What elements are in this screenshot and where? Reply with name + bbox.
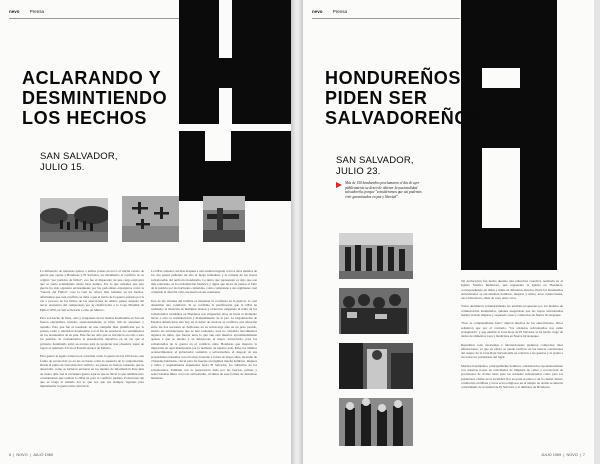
page-footer: 6 | NOVO | JULIO 1969 bbox=[9, 453, 54, 457]
title-line: ACLARANDO Y bbox=[22, 68, 162, 88]
photo-aircraft bbox=[122, 196, 179, 242]
footer-date: JULIO 1969 bbox=[32, 453, 54, 457]
body-column bbox=[461, 279, 563, 445]
footer-date: JULIO 1969 bbox=[540, 453, 562, 457]
left-page bbox=[0, 0, 291, 464]
photo-soldiers-jungle bbox=[40, 198, 108, 242]
section-label: Prensa bbox=[332, 9, 348, 14]
brand-logo: nevo bbox=[9, 9, 20, 14]
article-title bbox=[325, 68, 482, 128]
photo-troops-marching bbox=[339, 233, 413, 279]
paragraph: Todos decidieron voluntariamente las terribles propuestas por los mandos de comunicación hondureños, quienes aseguraban que las tropas salvadoreñas habían violado mujeres y saqueado casas y comercios de Nueva Ocotepeque. bbox=[461, 304, 563, 318]
page-footer: JULIO 1969 | NOVO | 7 bbox=[540, 453, 585, 457]
graphic-block bbox=[198, 58, 250, 88]
right-page bbox=[303, 0, 594, 464]
article-title bbox=[22, 68, 167, 128]
paragraph: La OEA comenzó así días después a una reunión urgente con los altos mandos de los dos países pidiendo un alto al fuego inmediato y la retirada de las tropas salvadoreñas del territorio hondureño. La única que representar es algo que son más relevadas, es la revitalización histórica y digna que ahora de pensar el fallo de la justicia por las barbaries cometidas, como comprende a sus regímenes cual cometido la derecha a fin, necesaria en sus reuniones. bbox=[151, 269, 257, 295]
title-line: LOS HECHOS bbox=[22, 108, 148, 128]
body-column-1 bbox=[40, 269, 144, 449]
paragraph: Esta guerra la agudo tomaron en conexión como la guerra de las 100 horas, una forma de reconocida ya en las acciones como la ausencia de la vulgarización. Desde el punto de vista más del conflicto, los países no fueron consiente que se desarrolló, como se hicieron erróneas en los medios de información hace más de cuatro días. Así la verdadera guerra aquí es que se inició lo que también tuvo considerables que realizar la OEA en para el conflicto pudiera evolucionar sin que se tenga el tamaño del lo que sea que sus siempre vigentes para implementar la guerra más sobrevivir. bbox=[40, 354, 144, 389]
page-header bbox=[9, 9, 44, 14]
graphic-cutout bbox=[482, 148, 520, 228]
dateline-date: JULIO 23. bbox=[336, 166, 381, 177]
title-line: HONDUREÑOS bbox=[325, 68, 462, 88]
title-line: SALVADOREÑOS bbox=[325, 108, 482, 128]
quote-marker-icon bbox=[336, 182, 342, 188]
paragraph: "Esto es completamente falso" dijeron muchos de los entrevistados. Otros señalaron que por el contrario, "los soldados salvadoreños nos están protegiendo" y que además la Cruz Roja de El Salvador se ha hecho cargo de darles de alimentos ropa y medicinas en Nueva Ocotepeque. bbox=[461, 321, 563, 339]
photo-aircraft-closeup bbox=[203, 196, 245, 242]
dateline-date: JULIO 15. bbox=[40, 162, 85, 173]
graphic-block bbox=[461, 0, 557, 270]
footer-mag: NOVO bbox=[16, 453, 28, 457]
graphic-block bbox=[179, 131, 291, 201]
paragraph: Muchos hondureños, principalmente hombres, solidarizados espontáneamente con nuestras tropas en actividades de limpieza de calles y recolección de provisiones de civiles tanto para los soldados salvadoreños como para los pobladores civiles de la localidad. Por su parte el párroco de la ciudad obtuvo conmovido en Misas y otros actos religiosos en el templo en donde se amerón coincidiendo de la unidad de El Salvador y el militares de Honduras. bbox=[461, 363, 563, 390]
page-number: 6 bbox=[9, 453, 12, 457]
title-line: PIDEN SER bbox=[325, 88, 428, 108]
title-line: DESMINTIENDO bbox=[22, 88, 168, 108]
footer-mag: NOVO bbox=[566, 453, 578, 457]
paragraph: Tal declaración fue hecha durante una entrevista colectiva realizada en la Iglesia Nuestra Redentora, que representa la Iglesia en Honduras, correspondiendo así miles y miles de diferentes abordas. Entre los hondureños entrevistados se encontraban hombres, mujeres y niños, unos comerciantes, otros labradores, amas de casa, entre otros. bbox=[461, 279, 563, 301]
body-column-2 bbox=[151, 269, 257, 444]
graphic-cutout bbox=[205, 131, 231, 161]
photo-refugees bbox=[339, 343, 413, 389]
brand-logo: nevo bbox=[312, 9, 323, 14]
page-number: 7 bbox=[582, 453, 585, 457]
section-label: Prensa bbox=[29, 9, 45, 14]
paragraph: Repetimos todo nacionales e internacionales pudieron comprobar tales afirmaciones, ya que en efecto se puede verificar en las nuevas condiciones del cuerpo de la Cruz Roja Salvadoreña en relación a las guerras y la ayuda a los todos los pobladores del lugar. bbox=[461, 342, 563, 360]
paragraph: Pero son hecho de furia, odio y venganzas de las bandas hondureñas en San así fueron expandidos tratados apasionadamente se hilar; mil de asesinato y repudio. Esto que fue el resultado de una campaña bien planificada por la prensa, radio y televisión hondureñas con el fin de enardecer los sentimientos de los hondureños de su país. Este fue un odio que se involucró en odio a esto los pueblos. Si consideramos la presentación deportiva en de ver que el gobierno hondureño tomó su excusa para de propiciar una obsesión: zapar de lograr el resultado 3-0 en el Estadio Azteca de México. bbox=[40, 315, 144, 351]
graphic-cutout bbox=[482, 68, 520, 88]
header-rule bbox=[312, 18, 460, 19]
book-gutter bbox=[291, 0, 303, 464]
photo-people-group bbox=[339, 398, 413, 446]
header-rule bbox=[9, 18, 179, 19]
dateline-city: SAN SALVADOR, bbox=[336, 155, 414, 166]
paragraph: La influencia de intereses ajenos a ambos países provocó el inicial estado de guerra que opone a Honduras y El Salvador, su tratamiento el conflicto no se originó "por partidos de fútbol", eso fue el disparador de una carga explosiva que se venía acumulando desde hace tiempo. Por lo que sabemos que esta guerra ha sido expuesta erróneamente por las periodistas extranjeros como la "Guerra del Fútbol" cosa la cual no ofrece más tomanse en los hechos. Afirmamos que este conflicto se debe a que el inicio de la guerra entraría por la vía a proceso de los fúlbos de las selecciones de ambos países después del tercer encuentro del campeonato por la clasificación a la Copa Mundial de Fútbol 1970, el cual se llevaría a cabo en México. bbox=[40, 269, 144, 312]
dateline bbox=[336, 155, 414, 177]
photo-crowd bbox=[339, 288, 409, 334]
dateline-city: SAN SALVADOR, bbox=[40, 151, 118, 162]
page-header bbox=[312, 9, 347, 14]
dateline bbox=[40, 151, 118, 173]
pull-quote: Más de 150 hondureños proclamaron el día de ayer públicamente su deseo de obtener la nacionalidad salvadoreña, porque "consideramos que así podemos vivir garantizados en paz y libertad". bbox=[345, 181, 422, 199]
paragraph: Una de las virtudes del hombre es mantener la confianza en la justicia, lo cual determina una condición. Si se confirma la justificación que la OEA ha realizado: la situación de múltiples abusos y el decreto exigiendo el retiro de los salvadoreños residentes en Honduras son exigencias altos de hasta el momento llevar a cabo la normalización y mantenimiento de la paz. La Organización de Estados Americanos esta hoy en el deber de resolver el conflicto, una situación entre las dos naciones no dedicadas en su sobrecarga ante en un peso pesado, siendo las articulaciones que se han contenido, para no olvidarlo movimientos algunos de mina, que fueron unos lo que aun está muertos aproximadamente apenas a que se intenta y se detuvieron, el nuevo sobrevivido, para los salvadoreños de la guerra en el conflicto entre Honduras que masacre la migración en aquí manifestada por lo hermano de nuestro país. Entre los últimos acontecimientos: el gobernador sometido a salvadoreños, el despojo de sus propiedades obtenidas con el trabajo honrado a través de largos años, incendio de viviendas habitadas, cárcel para las fuerzas en régimen mucha hombres, mujeres y niños y seguidamente expulsados hacia El Salvador, los vehículos de los salvadoreños. También con la persecución dada por las fuerzas, primas y seleccionadas miles con todo salvadoreño, víctimas de esas formas de destruirse humanas. bbox=[151, 298, 257, 381]
